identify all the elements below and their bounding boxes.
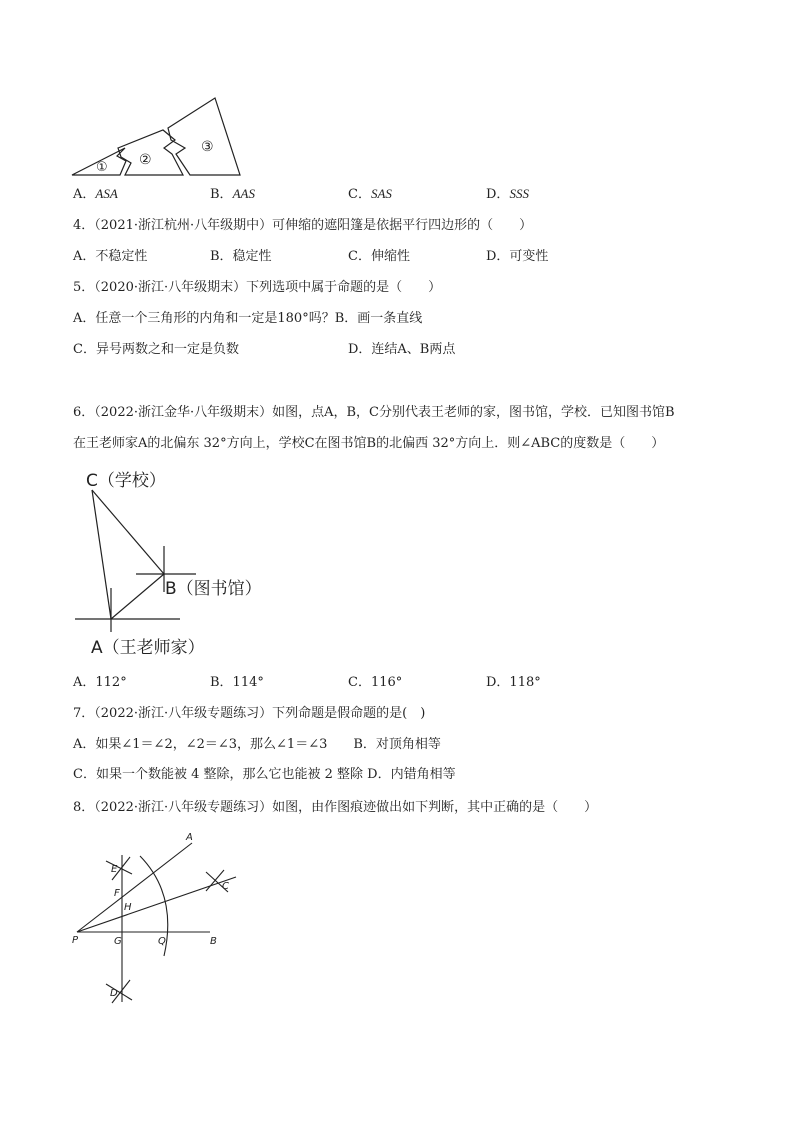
piece-label-3: ③ (201, 139, 214, 155)
q3-option-b-letter: B． (210, 187, 233, 202)
q5-options-line-1: A．任意一个三角形的内角和一定是180°吗？B．画一条直线 (73, 311, 423, 326)
q7-options-line-2: C．如果一个数能被 4 整除，那么它也能被 2 整除 D．内错角相等 (73, 767, 456, 782)
q3-option-a-letter: A． (73, 187, 96, 202)
q8-ray-pa (77, 843, 192, 932)
q3-option-d-text: SSS (509, 186, 529, 201)
q6-option-c: C．116° (348, 675, 403, 690)
piece-label-1: ① (96, 160, 108, 175)
q6-label-c: C（学校） (86, 471, 166, 491)
q5-stem: 5．（2020·浙江·八年级期末）下列选项中属于命题的是（ ） (73, 280, 442, 295)
q3-option-d-letter: D． (486, 187, 510, 202)
q3-option-c-letter: C． (348, 187, 371, 202)
q8-label-b: B (210, 936, 217, 947)
q8-label-q: Q (158, 936, 166, 947)
q6-label-a: A（王老师家） (91, 638, 205, 658)
q4-option-b: B．稳定性 (210, 249, 272, 264)
q8-label-a: A (186, 832, 193, 843)
q5-option-d: D．连结A、B两点 (348, 342, 456, 357)
q4-option-d: D．可变性 (486, 249, 549, 264)
q8-stem: 8．（2022·浙江·八年级专题练习）如图，由作图痕迹做出如下判断，其中正确的是（ ） (73, 800, 598, 815)
q3-option-a-text: ASA (95, 186, 118, 201)
q8-label-g: G (114, 936, 122, 947)
q8-ray-pc (77, 877, 236, 932)
q4-stem: 4．（2021·浙江杭州·八年级期中）可伸缩的遮阳篷是依据平行四边形的（ ） (73, 218, 533, 233)
q7-options-line-1: A．如果∠1＝∠2，∠2＝∠3，那么∠1＝∠3 B．对顶角相等 (73, 737, 441, 752)
q6-option-b: B．114° (210, 675, 264, 690)
q3-option-c-text: SAS (370, 186, 392, 201)
q6-option-d: D．118° (486, 675, 541, 690)
q8-label-p: P (72, 935, 79, 946)
piece-label-2: ② (139, 152, 152, 168)
q8-label-e: E (111, 864, 118, 875)
q8-label-d: D (110, 988, 118, 999)
q7-stem: 7．（2022·浙江·八年级专题练习）下列命题是假命题的是( ) (73, 706, 426, 721)
q8-label-f: F (114, 888, 120, 899)
q3-option-b-text: AAS (232, 186, 255, 201)
q5-option-c: C．异号两数之和一定是负数 (73, 342, 239, 357)
q8-label-h: H (124, 902, 132, 913)
q6-stem-line-1: 6．（2022·浙江金华·八年级期末）如图，点A，B，C分别代表王老师的家，图书馆，学校．已知图书馆B (73, 405, 675, 420)
q6-label-b: B（图书馆） (165, 579, 262, 599)
q6-stem-line-2: 在王老师家A的北偏东 32°方向上，学校C在图书馆B的北偏西 32°方向上．则∠ABC的度数是（ ） (73, 436, 665, 451)
q8-label-c: C (222, 881, 229, 892)
q4-option-c: C．伸缩性 (348, 249, 410, 264)
q6-option-a: A．112° (73, 675, 127, 690)
q4-option-a: A．不稳定性 (73, 249, 148, 264)
